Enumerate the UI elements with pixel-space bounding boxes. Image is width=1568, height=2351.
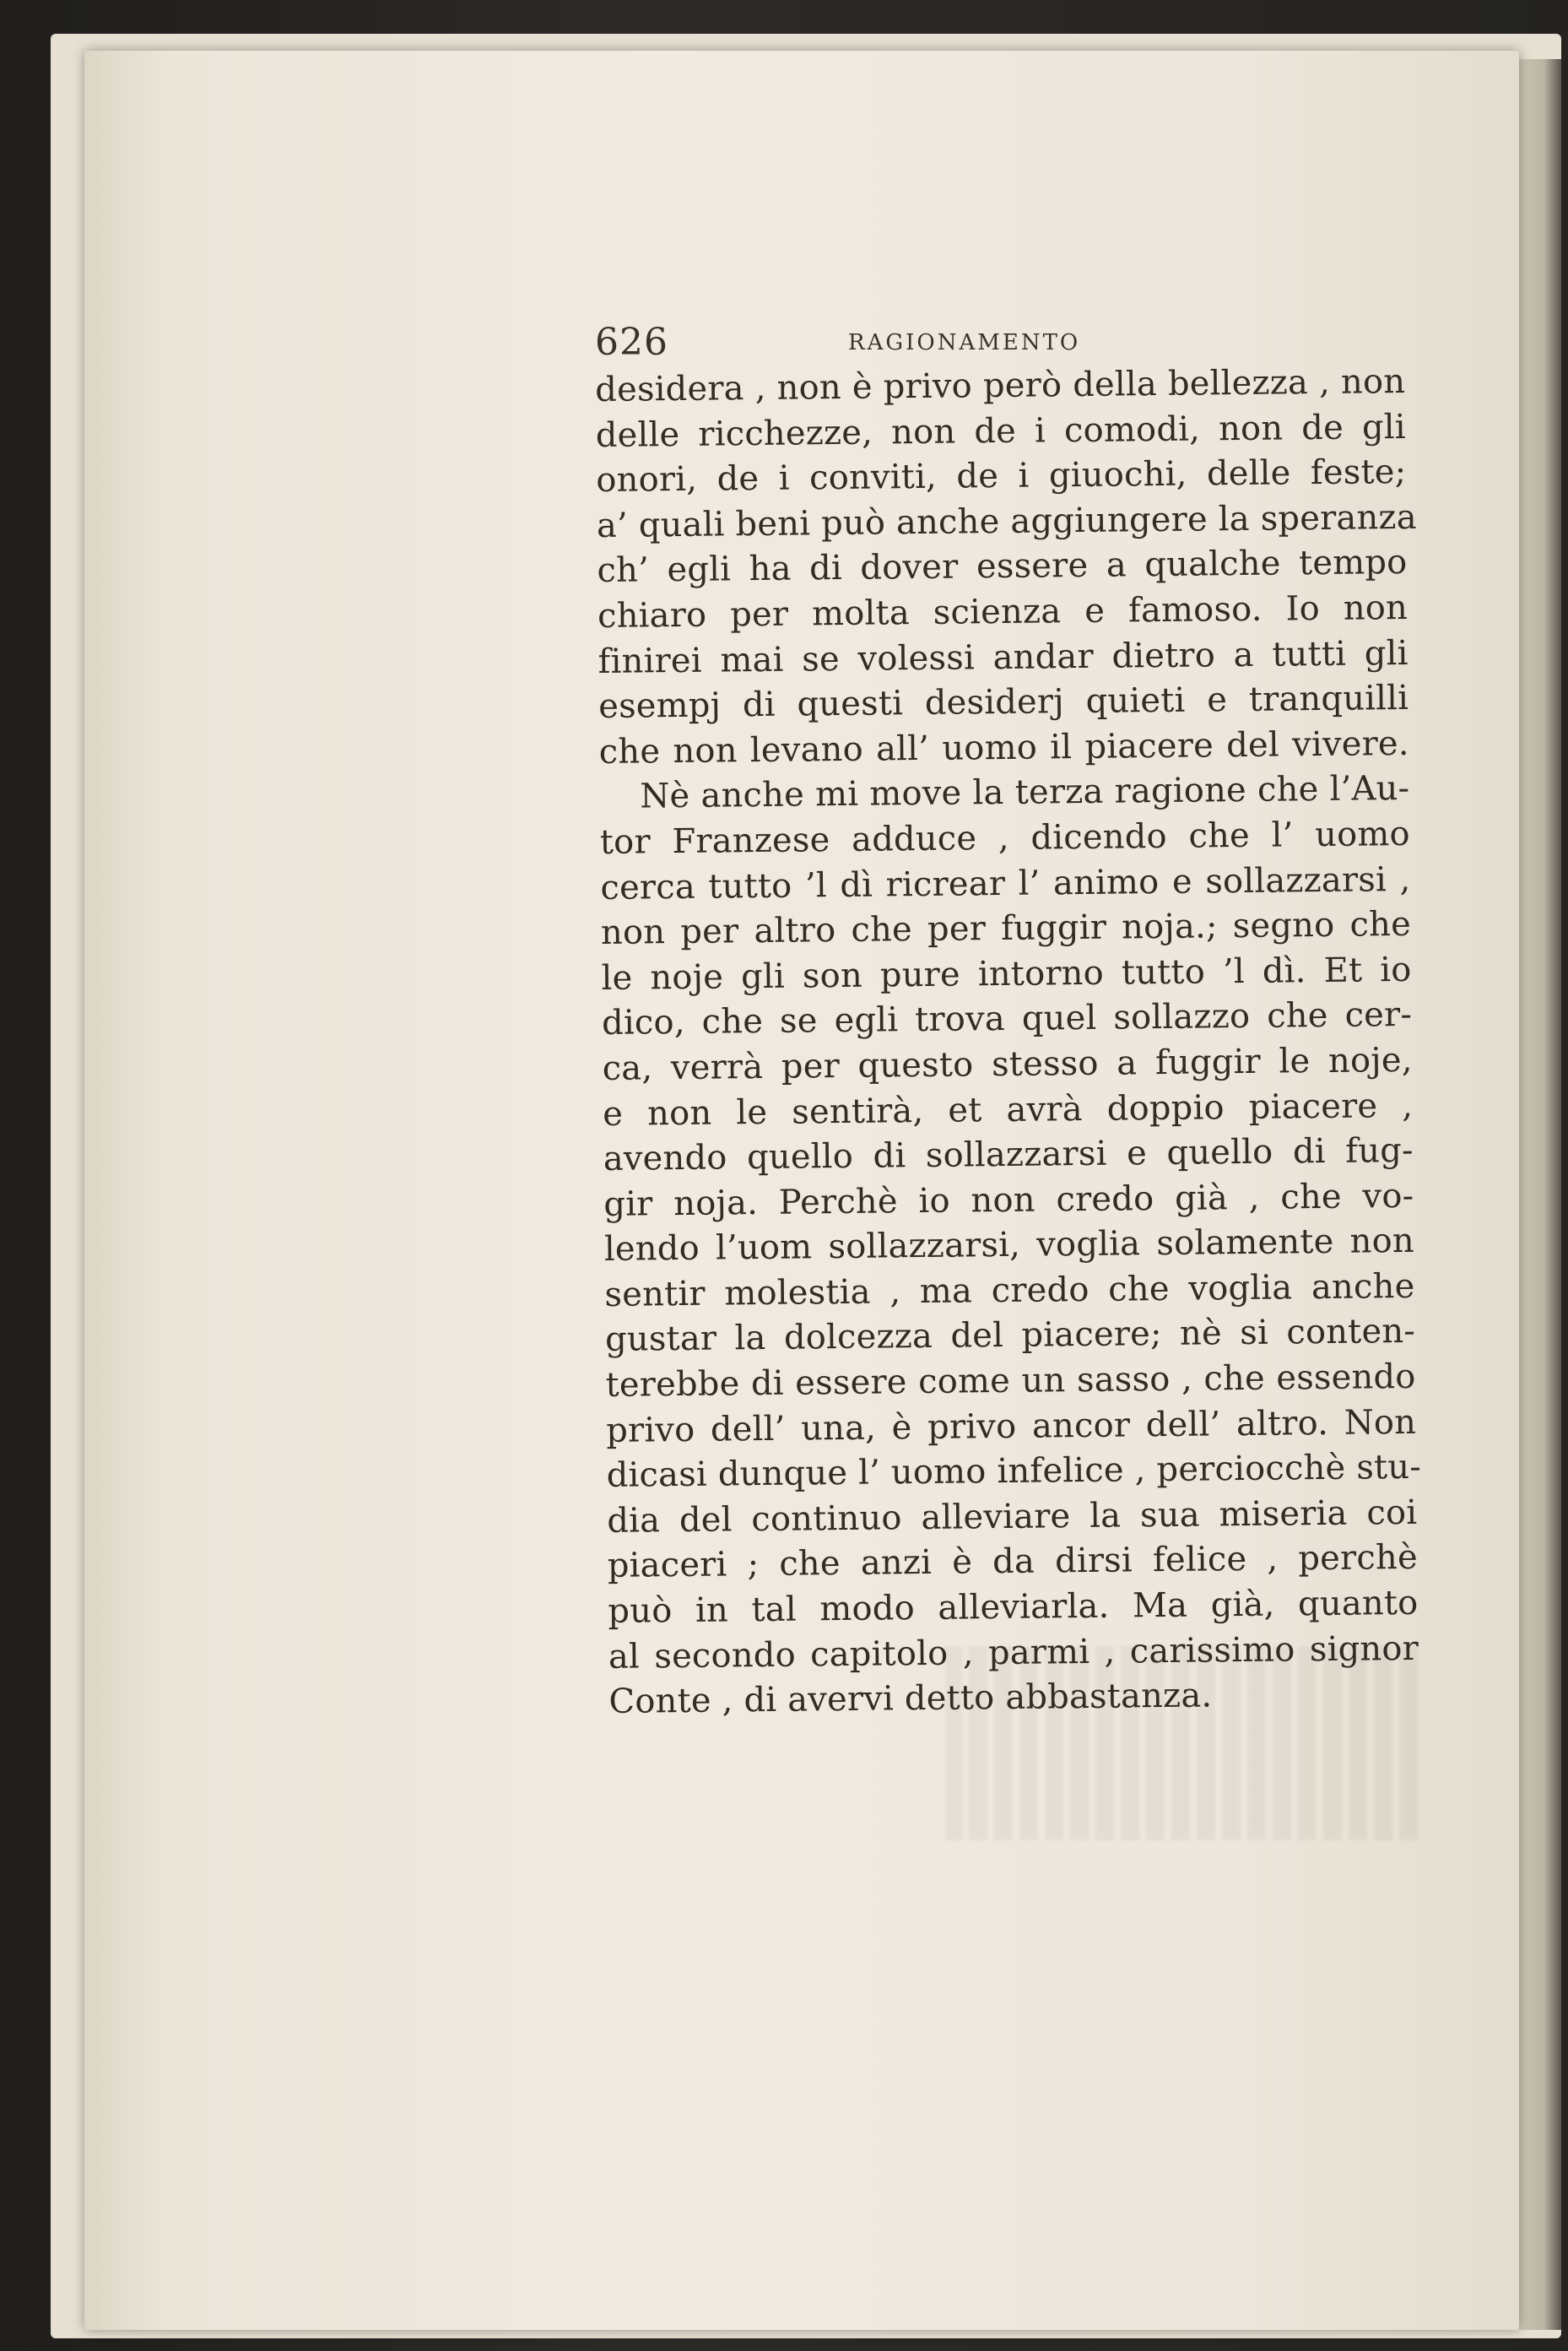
- text-line: le noje gli son pure intorno tutto ’l dì. Et io: [601, 950, 1412, 998]
- text-line: a’ quali beni può anche aggiungere la speranza: [596, 497, 1417, 545]
- text-line: ca, verrà per questo stesso a fuggir le noje,: [602, 1040, 1413, 1088]
- text-line: chiaro per molta scienza e famoso. Io non: [597, 588, 1408, 636]
- text-line: onori, de i conviti, de i giuochi, delle feste;: [596, 452, 1407, 501]
- text-line: piaceri ; che anzi è da dirsi felice , perchè: [607, 1538, 1419, 1586]
- text-line: dicasi dunque l’ uomo infelice , perciocchè stu-: [606, 1448, 1422, 1496]
- page-number: 626: [595, 321, 668, 364]
- body-text: [595, 360, 1422, 1722]
- text-line: dia del continuo alleviare la sua miseria coi: [607, 1492, 1418, 1541]
- text-line: finirei mai se volessi andar dietro a tutti gli: [597, 633, 1408, 681]
- text-line: lendo l’uom sollazzarsi, voglia solamente non: [603, 1222, 1415, 1270]
- text-line: al secondo capitolo , parmi , carissimo signor: [608, 1628, 1419, 1677]
- text-line: Nè anche mi move la terza ragione che l’Au-: [640, 769, 1410, 816]
- text-line: gir noja. Perchè io non credo già , che vo-: [603, 1176, 1414, 1224]
- text-line: ch’ egli ha di dover essere a qualche tempo: [597, 543, 1408, 591]
- text-line: può in tal modo alleviarla. Ma già, quanto: [608, 1583, 1419, 1631]
- text-line: privo dell’ una, è privo ancor dell’ altro. Non: [605, 1402, 1417, 1450]
- text-line: esempj di questi desiderj quieti e tranquilli: [597, 679, 1409, 727]
- text-line: cerca tutto ’l dì ricrear l’ animo e sollazzarsi ,: [600, 859, 1411, 907]
- running-head: RAGIONAMENTO: [848, 330, 1081, 355]
- text-line: dico, che se egli trova quel sollazzo che cer-: [601, 995, 1413, 1043]
- text-line: non per altro che per fuggir noja.; segno che: [600, 905, 1412, 953]
- text-line: tor Franzese adduce , dicendo che l’ uomo: [599, 814, 1411, 862]
- text-line: che non levano all’ uomo il piacere del vivere.: [598, 723, 1409, 772]
- page-edge: [1519, 59, 1561, 2330]
- text-line: sentir molestia , ma credo che voglia anche: [604, 1266, 1415, 1314]
- text-line: gustar la dolcezza del piacere; nè si conten-: [604, 1312, 1416, 1360]
- text-line: desidera , non è privo però della bellezza , non: [595, 361, 1406, 409]
- page-header: [595, 319, 1405, 366]
- text-line: terebbe di essere come un sasso , che essendo: [605, 1357, 1416, 1405]
- text-line: e non le sentirà, et avrà doppio piacere ,: [603, 1086, 1414, 1134]
- text-line: delle ricchezze, non de i comodi, non de gli: [595, 407, 1407, 455]
- text-line: Conte , di avervi detto abbastanza.: [608, 1676, 1213, 1722]
- text-line: avendo quello di sollazzarsi e quello di fug-: [603, 1130, 1414, 1179]
